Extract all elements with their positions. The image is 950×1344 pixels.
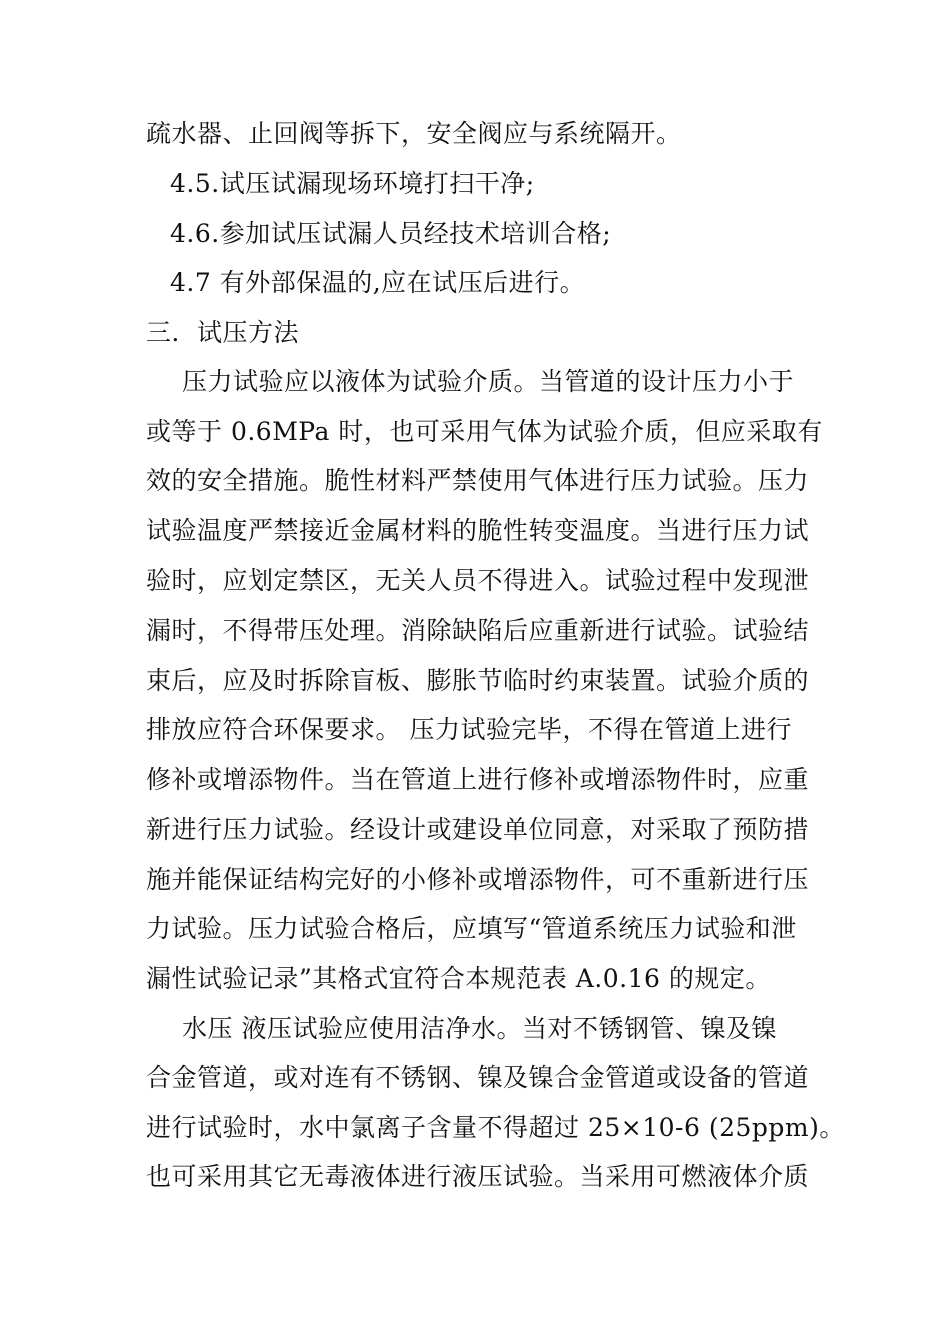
paragraph-line: 修补或增添物件。当在管道上进行修补或增添物件时，应重 bbox=[146, 765, 810, 794]
paragraph-line: 验时，应划定禁区，无关人员不得进入。试验过程中发现泄 bbox=[146, 566, 810, 595]
item-4-5: 4.5.试压试漏现场环境打扫干净; bbox=[170, 169, 535, 198]
paragraph-line: 新进行压力试验。经设计或建设单位同意，对采取了预防措 bbox=[146, 815, 810, 844]
item-4-7: 4.7 有外部保温的,应在试压后进行。 bbox=[170, 268, 586, 297]
paragraph-line: 漏时，不得带压处理。消除缺陷后应重新进行试验。试验结 bbox=[146, 616, 810, 645]
paragraph-line: 也可采用其它无毒液体进行液压试验。当采用可燃液体介质 bbox=[146, 1162, 810, 1191]
paragraph-line: 力试验。压力试验合格后，应填写“管道系统压力试验和泄 bbox=[146, 914, 797, 943]
paragraph-line: 进行试验时，水中氯离子含量不得超过 25×10-6 (25ppm)。 bbox=[146, 1113, 845, 1142]
section-heading: 三．试压方法 bbox=[146, 318, 300, 347]
paragraph-line: 排放应符合环保要求。 压力试验完毕，不得在管道上进行 bbox=[146, 715, 792, 744]
text-line-1: 疏水器、止回阀等拆下，安全阀应与系统隔开。 bbox=[146, 119, 682, 148]
paragraph-line: 漏性试验记录”其格式宜符合本规范表 A.0.16 的规定。 bbox=[146, 964, 771, 993]
paragraph-line: 水压 液压试验应使用洁净水。当对不锈钢管、镍及镍 bbox=[182, 1014, 777, 1043]
paragraph-line: 效的安全措施。脆性材料严禁使用气体进行压力试验。压力 bbox=[146, 466, 810, 495]
paragraph-line: 束后，应及时拆除盲板、膨胀节临时约束装置。试验介质的 bbox=[146, 666, 810, 695]
paragraph-line: 施并能保证结构完好的小修补或增添物件，可不重新进行压 bbox=[146, 865, 810, 894]
paragraph-line: 合金管道，或对连有不锈钢、镍及镍合金管道或设备的管道 bbox=[146, 1063, 810, 1092]
paragraph-line: 或等于 0.6MPa 时，也可采用气体为试验介质，但应采取有 bbox=[146, 417, 823, 446]
paragraph-line: 试验温度严禁接近金属材料的脆性转变温度。当进行压力试 bbox=[146, 516, 810, 545]
paragraph-line: 压力试验应以液体为试验介质。当管道的设计压力小于 bbox=[182, 367, 795, 396]
item-4-6: 4.6.参加试压试漏人员经技术培训合格; bbox=[170, 219, 612, 248]
